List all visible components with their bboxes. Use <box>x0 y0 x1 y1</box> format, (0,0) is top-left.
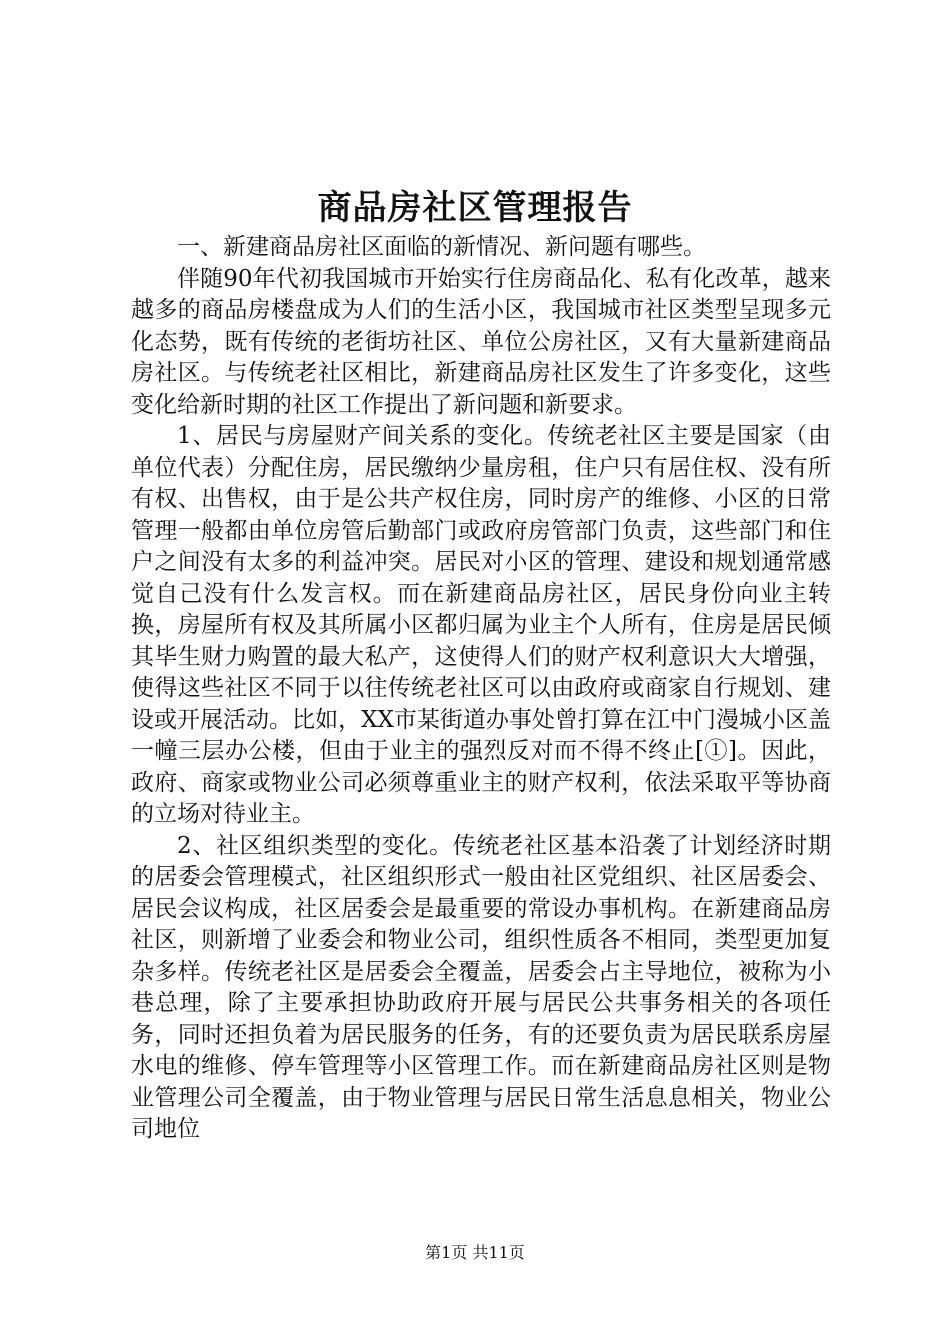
document-body <box>131 232 831 1146</box>
page-number-footer: 第1页 共11页 <box>425 1243 525 1262</box>
body-paragraph: 伴随90年代初我国城市开始实行住房商品化、私有化改革，越来越多的商品房楼盘成为人们的生活小区，我国城市社区类型呈现多元化态势，既有传统的老街坊社区、单位公房社区，又有大量新建商品房社区。与传统老社区相比，新建商品房社区发生了许多变化，这些变化给新时期的社区工作提出了新问题和新要求。 <box>131 265 831 418</box>
document-title: 商品房社区管理报告 <box>317 188 633 228</box>
section-heading: 一、新建商品房社区面临的新情况、新问题有哪些。 <box>177 234 706 260</box>
body-paragraph: 2、社区组织类型的变化。传统老社区基本沿袭了计划经济时期的居委会管理模式，社区组织形式一般由社区党组织、社区居委会、居民会议构成，社区居委会是最重要的常设办事机构。在新建商品房社区，则新增了业委会和物业公司，组织性质各不相同，类型更加复杂多样。传统老社区是居委会全覆盖，居委会占主导地位，被称为小巷总理，除了主要承担协助政府开展与居民公共事务相关的各项任务，同时还担负着为居民服务的任务，有的还要负责为居民联系房屋水电的维修、停车管理等小区管理工作。而在新建商品房社区则是物业管理公司全覆盖，由于物业管理与居民日常生活息息相关，物业公司地位 <box>131 832 831 1142</box>
body-paragraph: 1、居民与房屋财产间关系的变化。传统老社区主要是国家（由单位代表）分配住房，居民缴纳少量房租，住户只有居住权、没有所有权、出售权，由于是公共产权住房，同时房产的维修、小区的日常管理一般都由单位房管后勤部门或政府房管部门负责，这些部门和住户之间没有太多的利益冲突。居民对小区的管理、建设和规划通常感觉自己没有什么发言权。而在新建商品房社区，居民身份向业主转换，房屋所有权及其所属小区都归属为业主个人所有，住房是居民倾其毕生财力购置的最大私产，这使得人们的财产权利意识大大增强，使得这些社区不同于以往传统老社区可以由政府或商家自行规划、建设或开展活动。比如，XX市某街道办事处曾打算在江中门漫城小区盖一幢三层办公楼，但由于业主的强烈反对而不得不终止[①]。因此，政府、商家或物业公司必须尊重业主的财产权利，依法采取平等协商的立场对待业主。 <box>131 423 831 827</box>
